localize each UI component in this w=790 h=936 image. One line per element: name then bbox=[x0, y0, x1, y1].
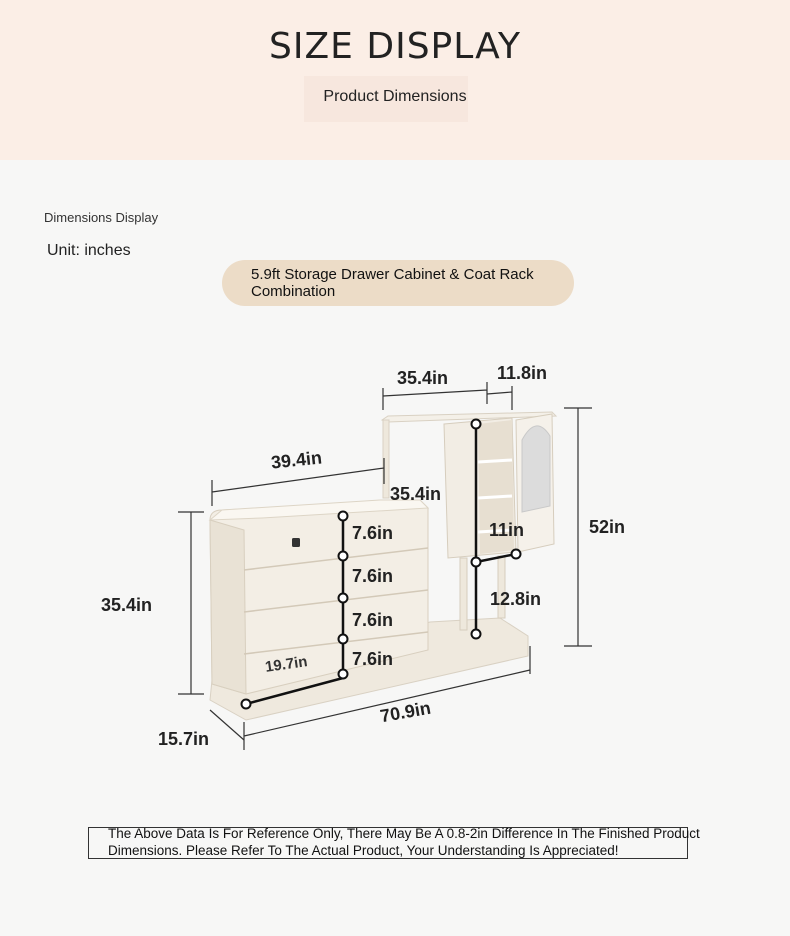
page-title: SIZE DISPLAY bbox=[269, 26, 521, 67]
lock-icon bbox=[292, 538, 300, 547]
leg-left bbox=[460, 558, 467, 630]
shelf-depth-label: 11in bbox=[489, 520, 525, 540]
unit-label: Unit: inches bbox=[47, 242, 131, 259]
page-subtitle: Product Dimensions bbox=[323, 88, 467, 105]
cabinet-side bbox=[210, 520, 246, 694]
leg-height-label: 12.8in bbox=[490, 589, 542, 609]
inner-depth-label: 19.7in bbox=[264, 653, 309, 676]
total-width-label: 70.9in bbox=[378, 697, 433, 727]
drawer-3-label: 7.6in bbox=[352, 610, 394, 630]
product-name: 5.9ft Storage Drawer Cabinet & Coat Rack Combination bbox=[251, 266, 534, 300]
drawer-2-label: 7.6in bbox=[352, 566, 394, 586]
top-depth-label: 11.8in bbox=[497, 363, 548, 383]
cabinet-height-label: 35.4in bbox=[101, 595, 153, 615]
drawer-1-label: 7.6in bbox=[352, 523, 394, 543]
mirror-glass bbox=[522, 426, 550, 512]
disclaimer-text: The Above Data Is For Reference Only, There May Be A 0.8-2in Difference In The Finished Product Dimensions. Please Refer To The Actual Product, Your Understanding Is Appreciated! bbox=[108, 826, 700, 858]
base-depth-label: 15.7in bbox=[158, 729, 210, 749]
total-height-label: 52in bbox=[589, 517, 626, 537]
dimensions-display-label: Dimensions Display bbox=[44, 210, 159, 225]
cabinet-width-label: 39.4in bbox=[270, 447, 323, 473]
cabinet-depth-label: 35.4in bbox=[390, 484, 442, 504]
shelf-1 bbox=[478, 460, 512, 462]
top-width-label: 35.4in bbox=[397, 368, 449, 388]
shelf-2 bbox=[478, 496, 512, 498]
drawer-4-label: 7.6in bbox=[352, 649, 394, 669]
